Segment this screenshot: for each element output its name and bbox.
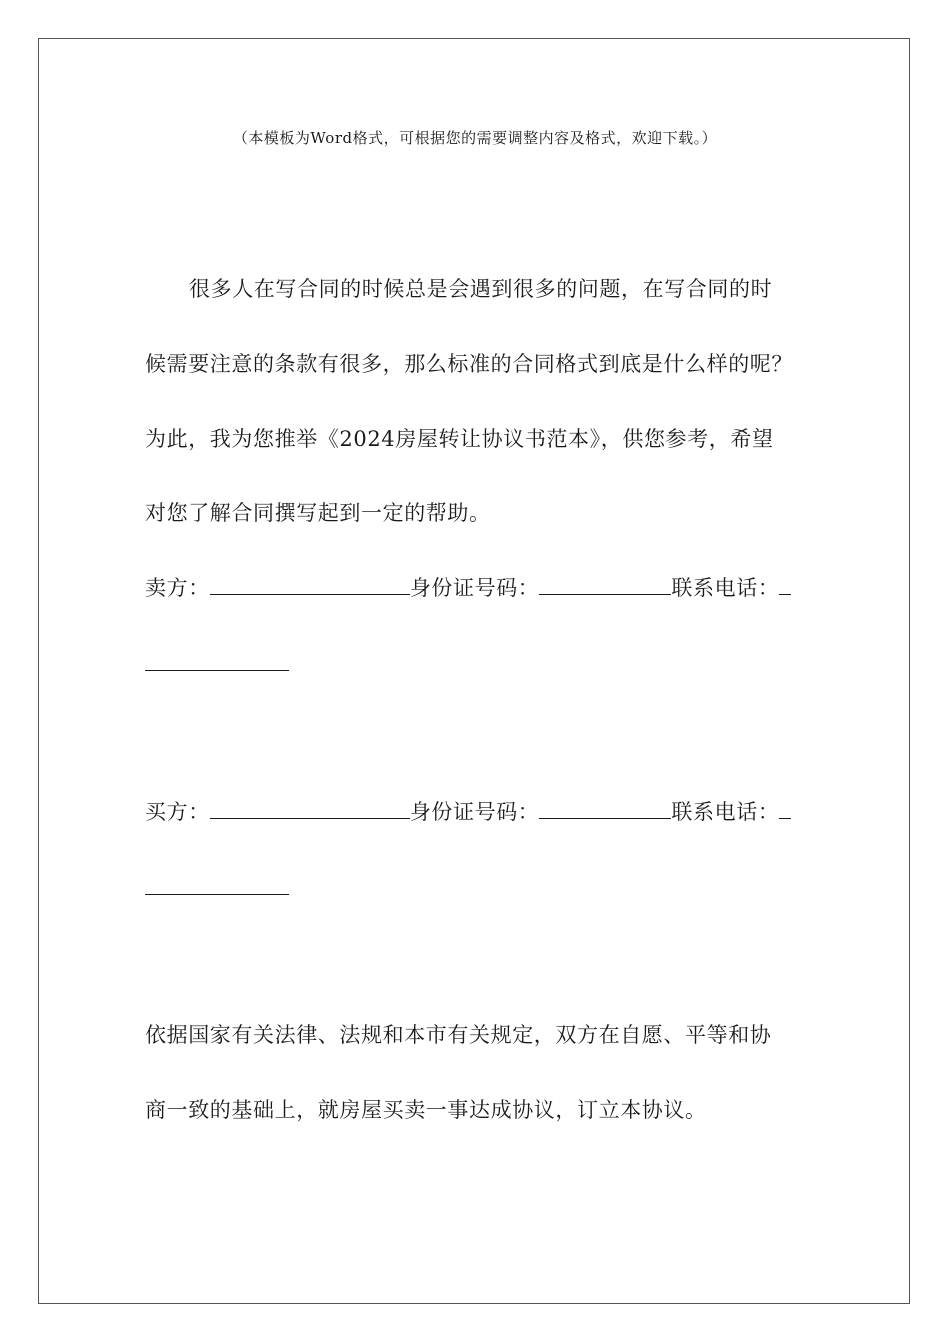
intro-line-1: 很多人在写合同的时候总是会遇到很多的问题，在写合同的时: [189, 277, 773, 301]
seller-label: 卖方：: [145, 576, 210, 600]
buyer-id-field[interactable]: [539, 798, 671, 819]
intro-line-4: 对您了解合同撰写起到一定的帮助。: [145, 501, 491, 525]
intro-line-2: 候需要注意的条款有很多，那么标准的合同格式到底是什么样的呢？: [145, 352, 793, 376]
buyer-name-field[interactable]: [210, 798, 410, 819]
seller-id-label: 身份证号码：: [409, 576, 540, 600]
seller-phone-field[interactable]: [779, 574, 791, 595]
seller-phone-label: 联系电话：: [671, 576, 780, 600]
template-note: （本模板为Word格式，可根据您的需要调整内容及格式，欢迎下载。）: [232, 129, 718, 147]
agreement-line-1: 依据国家有关法律、法规和本市有关规定，双方在自愿、平等和协: [145, 1023, 772, 1047]
buyer-row: [145, 797, 791, 827]
seller-name-field[interactable]: [210, 574, 410, 595]
agreement-line-2: 商一致的基础上，就房屋买卖一事达成协议，订立本协议。: [145, 1098, 707, 1122]
buyer-phone-label: 联系电话：: [671, 800, 780, 824]
buyer-phone-field[interactable]: [779, 798, 791, 819]
buyer-phone-field-continued[interactable]: [145, 894, 289, 895]
seller-row: [145, 573, 791, 603]
intro-line-3: 为此，我为您推举《2024房屋转让协议书范本》，供您参考，希望: [145, 427, 774, 451]
seller-id-field[interactable]: [539, 574, 671, 595]
buyer-label: 买方：: [145, 800, 210, 824]
seller-phone-field-continued[interactable]: [145, 670, 289, 671]
buyer-id-label: 身份证号码：: [409, 800, 540, 824]
